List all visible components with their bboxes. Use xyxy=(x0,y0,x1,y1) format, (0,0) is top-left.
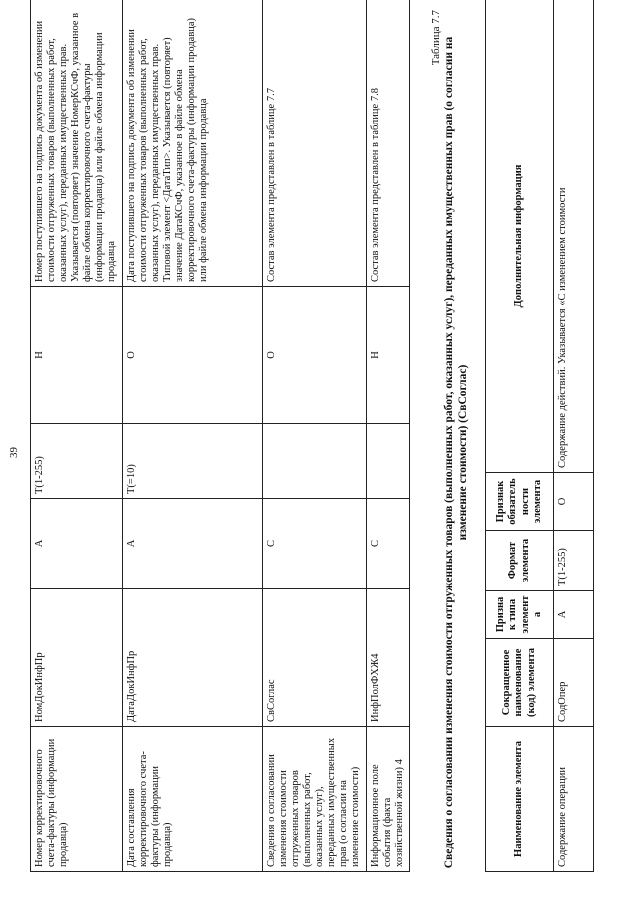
header-info: Дополнительная информация xyxy=(486,0,554,473)
element-format-cell: T(=10) xyxy=(123,424,263,499)
table-row xyxy=(263,0,367,872)
element-format-cell xyxy=(366,424,409,499)
element-type-cell: А xyxy=(554,591,594,639)
header-name: Наименование элемента xyxy=(486,727,554,872)
element-type-cell: А xyxy=(123,499,263,589)
table-row xyxy=(554,0,594,872)
table-label: Таблица 7.7 xyxy=(430,10,442,66)
header-row xyxy=(486,0,554,872)
element-info-cell: Дата поступившего на подпись документа об изменении стоимости отгруженных товаров (выполненных работ, оказанных услуг), переданных имущественных прав. Типовой элемент <ДатаТип>. Указывается (повторяет) значение ДатаКСчФ, указанное в файле обмена корректировочного счета-фактуры (информации продавца) или файле обмена информации продавца xyxy=(123,0,263,287)
element-type-cell: С xyxy=(366,499,409,589)
element-code-cell: НомДокИнфПр xyxy=(31,589,123,727)
element-required-cell: О xyxy=(123,287,263,424)
header-format: Формат элемента xyxy=(486,531,554,591)
header-required: Признак обязательности элемента xyxy=(486,473,554,531)
element-info-cell: Состав элемента представлен в таблице 7.7 xyxy=(263,0,367,287)
header-type: Признак типа элемента xyxy=(486,591,554,639)
element-info-cell: Номер поступившего на подпись документа об изменении стоимости отгруженных товаров (выполненных работ, оказанных услуг), переданных имущественных прав. Указывается (повторяет) значение НомерКСчФ, указанное в файле обмена корректировочного счета-фактуры (информации продавца) или файле обмена информации продавца xyxy=(31,0,123,287)
element-required-cell: Н xyxy=(366,287,409,424)
element-info-cell: Состав элемента представлен в таблице 7.8 xyxy=(366,0,409,287)
element-format-cell: T(1-255) xyxy=(31,424,123,499)
element-code-cell: ИнфПолФХЖ4 xyxy=(366,589,409,727)
header-code: Сокращенное наименование (код) элемента xyxy=(486,639,554,727)
element-type-cell: А xyxy=(31,499,123,589)
element-code-cell: ДатаДокИнфПр xyxy=(123,589,263,727)
element-name-cell: Содержание операции xyxy=(554,727,594,872)
element-code-cell: СвСоглас xyxy=(263,589,367,727)
element-required-cell: О xyxy=(554,473,594,531)
element-code-cell: СодОпер xyxy=(554,639,594,727)
element-name-cell: Номер корректировочного счета-фактуры (информации продавца) xyxy=(31,727,123,872)
element-format-cell: T(1-255) xyxy=(554,531,594,591)
element-format-cell xyxy=(263,424,367,499)
element-type-cell: С xyxy=(263,499,367,589)
element-required-cell: О xyxy=(263,287,367,424)
table-row xyxy=(123,0,263,872)
svsoglas-table xyxy=(485,0,594,872)
table-row xyxy=(366,0,409,872)
elements-table xyxy=(30,0,410,872)
table-row xyxy=(31,0,123,872)
table-caption: Сведения о согласовании изменения стоимости отгруженных товаров (выполненных работ, оказанных услуг), переданных имущественных прав (о согласии на изменение стоимости) (СвСоглас) xyxy=(443,36,470,869)
page-number: 39 xyxy=(8,447,20,458)
element-info-cell: Содержание действий. Указывается «С изменением стоимости xyxy=(554,0,594,473)
element-name-cell: Дата составления корректировочного счета-фактуры (информации продавца) xyxy=(123,727,263,872)
element-name-cell: Сведения о согласовании изменения стоимости отгруженных товаров (выполненных работ, оказанных услуг), переданных имущественных прав (о согласии на изменение стоимости) xyxy=(263,727,367,872)
element-required-cell: Н xyxy=(31,287,123,424)
element-name-cell: Информационное поле события (факта хозяйственной жизни) 4 xyxy=(366,727,409,872)
